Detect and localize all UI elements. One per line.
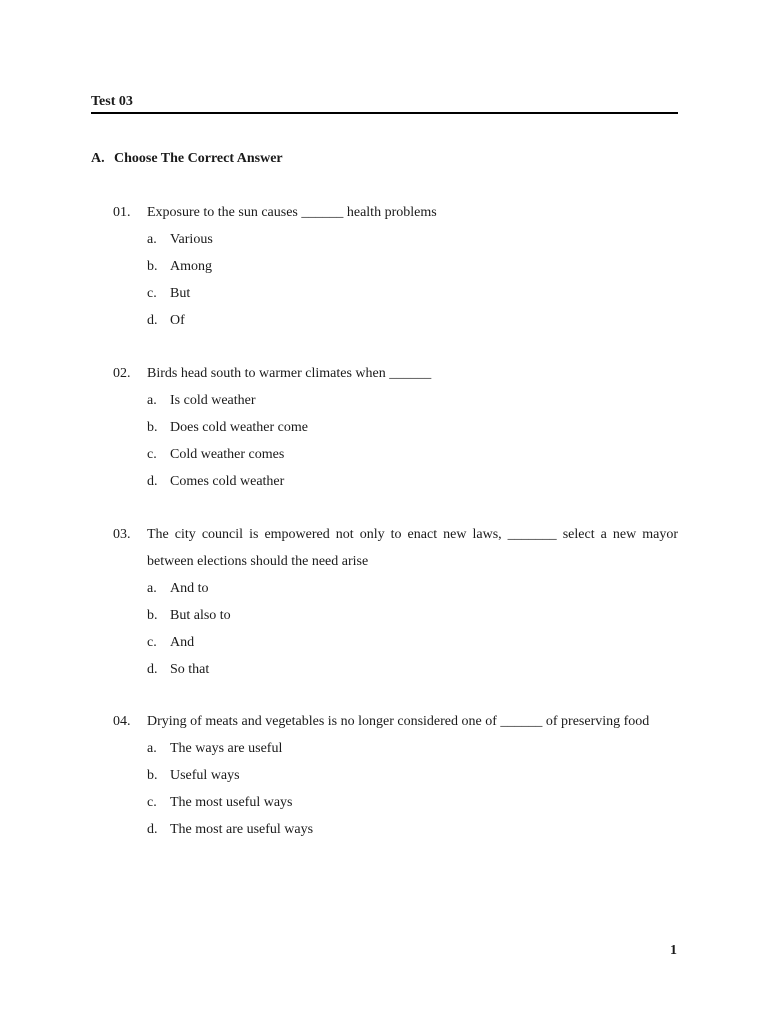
option-text: But xyxy=(170,286,191,301)
option-text: Of xyxy=(170,313,185,328)
question-01 xyxy=(113,199,678,334)
question-number: 01. xyxy=(113,205,131,220)
option-letter: b. xyxy=(147,608,158,623)
option-text: But also to xyxy=(170,608,231,623)
option-letter: c. xyxy=(147,635,157,650)
answer-options xyxy=(113,226,678,334)
option-text: Is cold weather xyxy=(170,393,256,408)
option-letter: c. xyxy=(147,447,157,462)
option-letter: b. xyxy=(147,768,158,783)
header-rule xyxy=(91,112,678,114)
question-stem xyxy=(113,521,678,575)
question-number: 03. xyxy=(113,527,131,542)
option-c[interactable] xyxy=(147,629,678,656)
option-text: And xyxy=(170,635,195,650)
question-number: 04. xyxy=(113,714,131,729)
option-a[interactable] xyxy=(147,387,678,414)
question-02 xyxy=(113,360,678,495)
option-letter: d. xyxy=(147,822,158,837)
option-b[interactable] xyxy=(147,602,678,629)
option-letter: b. xyxy=(147,420,158,435)
option-text: Among xyxy=(170,259,212,274)
section-heading xyxy=(91,151,283,167)
question-text: The city council is empowered not only to enact new laws, _______ select a new mayor between elections should the need arise xyxy=(147,527,678,569)
option-c[interactable] xyxy=(147,441,678,468)
option-d[interactable] xyxy=(147,656,678,683)
option-letter: d. xyxy=(147,313,158,328)
option-letter: c. xyxy=(147,286,157,301)
answer-options xyxy=(113,575,678,683)
answer-options xyxy=(113,735,678,843)
option-a[interactable] xyxy=(147,735,678,762)
section-letter: A. xyxy=(91,151,105,166)
option-text: And to xyxy=(170,581,209,596)
option-b[interactable] xyxy=(147,253,678,280)
option-text: Comes cold weather xyxy=(170,474,285,489)
option-a[interactable] xyxy=(147,575,678,602)
option-letter: b. xyxy=(147,259,158,274)
option-c[interactable] xyxy=(147,789,678,816)
option-c[interactable] xyxy=(147,280,678,307)
option-letter: d. xyxy=(147,474,158,489)
option-text: The most are useful ways xyxy=(170,822,314,837)
option-a[interactable] xyxy=(147,226,678,253)
question-stem xyxy=(113,708,678,735)
option-d[interactable] xyxy=(147,816,678,843)
option-b[interactable] xyxy=(147,762,678,789)
option-letter: c. xyxy=(147,795,157,810)
option-letter: a. xyxy=(147,581,157,596)
answer-options xyxy=(113,387,678,495)
option-letter: d. xyxy=(147,662,158,677)
section-title: Choose The Correct Answer xyxy=(114,151,283,166)
option-text: Various xyxy=(170,232,213,247)
page-number: 1 xyxy=(670,943,677,958)
option-text: The most useful ways xyxy=(170,795,293,810)
question-text: Drying of meats and vegetables is no longer considered one of ______ of preserving food xyxy=(147,714,650,729)
option-letter: a. xyxy=(147,393,157,408)
question-03 xyxy=(113,521,678,683)
option-letter: a. xyxy=(147,741,157,756)
question-stem xyxy=(113,360,678,387)
question-stem xyxy=(113,199,678,226)
question-04 xyxy=(113,708,678,843)
option-text: The ways are useful xyxy=(170,741,283,756)
option-d[interactable] xyxy=(147,307,678,334)
option-b[interactable] xyxy=(147,414,678,441)
question-number: 02. xyxy=(113,366,131,381)
test-title: Test 03 xyxy=(91,94,133,109)
option-text: Does cold weather come xyxy=(170,420,308,435)
option-letter: a. xyxy=(147,232,157,247)
option-text: Cold weather comes xyxy=(170,447,285,462)
option-text: So that xyxy=(170,662,210,677)
question-text: Exposure to the sun causes ______ health problems xyxy=(147,205,437,220)
option-text: Useful ways xyxy=(170,768,240,783)
option-d[interactable] xyxy=(147,468,678,495)
question-text: Birds head south to warmer climates when ______ xyxy=(147,366,432,381)
